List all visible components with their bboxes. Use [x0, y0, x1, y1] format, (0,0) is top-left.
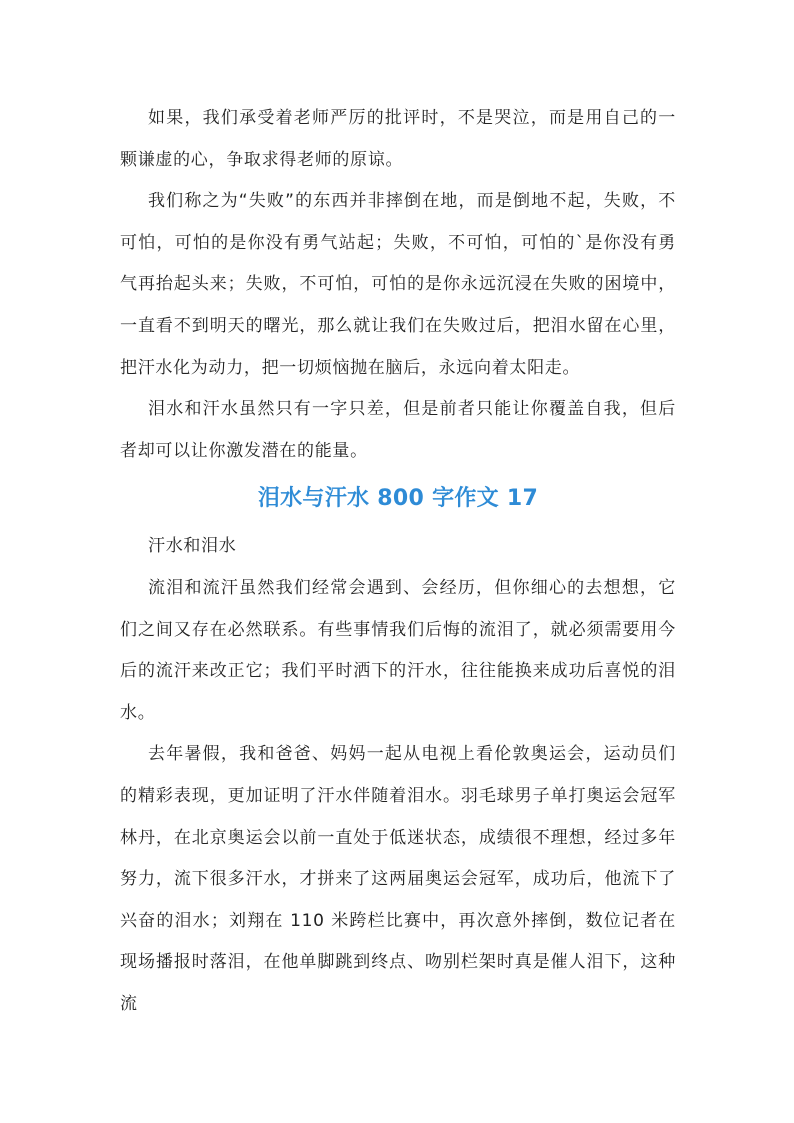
paragraph-failure: 我们称之为“失败”的东西并非摔倒在地，而是倒地不起，失败，不可怕，可怕的是你没有勇气站起；失败，不可怕，可怕的`是你没有勇气再抬起头来；失败，不可怕，可怕的是你永远沉浸在失败的困境中，一直看不到明天的曙光，那么就让我们在失败过后，把泪水留在心里，把汗水化为动力，把一切烦恼抛在脑后，永远向着太阳走。 [120, 191, 676, 378]
essay-subtitle: 汗水和泪水 [148, 536, 237, 557]
paragraph-tears-sweat-difference: 泪水和汗水虽然只有一字只差，但是前者只能让你覆盖自我，但后者却可以让你激发潜在的能量。 [120, 399, 676, 461]
document-body [120, 98, 676, 1025]
paragraph-olympics: 去年暑假，我和爸爸、妈妈一起从电视上看伦敦奥运会，运动员们的精彩表现，更加证明了汗水伴随着泪水。羽毛球男子单打奥运会冠军林丹，在北京奥运会以前一直处于低迷状态，成绩很不理想，经过多年努力，流下很多汗水，才拼来了这两届奥运会冠军，成功后，他流下了兴奋的泪水；刘翔在 110 米跨栏比赛中，再次意外摔倒，数位记者在现场播报时落泪，在他单脚跳到终点、吻别栏架时真是催人泪下，这种流 [120, 744, 676, 1014]
paragraph-crying-sweating: 流泪和流汗虽然我们经常会遇到、会经历，但你细心的去想想，它们之间又存在必然联系。有些事情我们后悔的流泪了，就必须需要用今后的流汗来改正它；我们平时洒下的汗水，往往能换来成功后喜悦的泪水。 [120, 577, 676, 723]
section-title: 泪水与汗水 800 字作文 17 [257, 486, 539, 512]
paragraph-criticism: 如果，我们承受着老师严厉的批评时，不是哭泣，而是用自己的一颗谦虚的心，争取求得老师的原谅。 [120, 108, 676, 170]
